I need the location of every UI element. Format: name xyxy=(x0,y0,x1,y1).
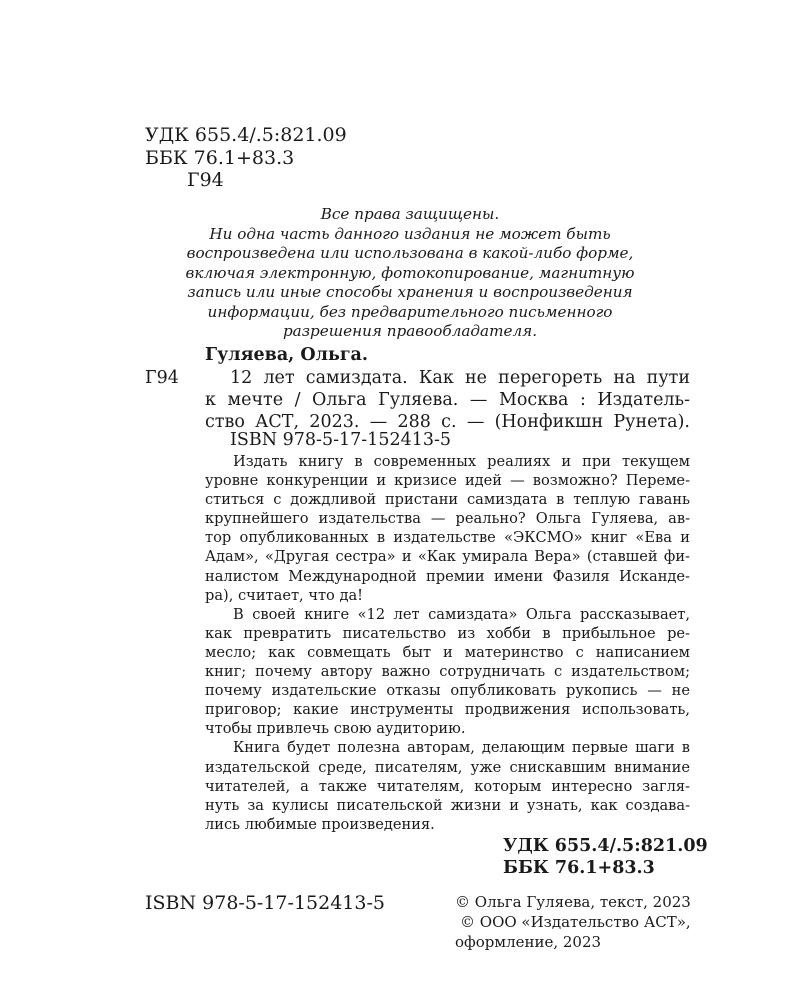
annotation-line: лись любимые произведения. xyxy=(205,815,435,833)
biblio-title-line: ство АСТ, 2023. — 288 с. — (Нонфикшн Рунета). xyxy=(205,412,690,432)
rights-line: Все права защищены. xyxy=(320,205,500,223)
annotation-line: почему издательские отказы опубликовать рукопись — не xyxy=(205,682,690,700)
biblio-isbn: ISBN 978-5-17-152413-5 xyxy=(230,430,452,450)
annotation-line: издательской среде, писателям, уже снискавшим внимание xyxy=(205,758,690,776)
annotation-line: нуть за кулисы писательской жизни и узнать, как создава- xyxy=(205,796,690,814)
annotation-line: приговор; какие инструменты продвижения использовать, xyxy=(205,701,690,719)
annotation-line: книг; почему автору важно сотрудничать с издательством; xyxy=(205,663,690,681)
annotation-line: Книга будет полезна авторам, делающим первые шаги в xyxy=(233,739,690,757)
rights-line: информации, без предварительного письменного xyxy=(207,302,613,321)
annotation-line: читателей, а также читателям, которым интересно загля- xyxy=(205,777,690,795)
annotation-line: Адам», «Другая сестра» и «Как умирала Вера» (ставшей фи- xyxy=(205,548,690,566)
rights-line: Ни одна часть данного издания не может быть xyxy=(209,224,611,243)
annotation-line: уровне конкуренции и кризисе идей — возможно? Переме- xyxy=(205,472,690,490)
annotation-line: как превратить писательство из хобби в прибыльное ре- xyxy=(205,624,690,642)
annotation-line: тор опубликованных в издательстве «ЭКСМО» книг «Ева и xyxy=(205,529,690,547)
copyright-line: © ООО «Издательство АСТ», xyxy=(460,913,691,931)
biblio-author-mark: Г94 xyxy=(145,368,179,388)
annotation-line: месло; как совмещать быт и материнство с написанием xyxy=(205,643,690,661)
biblio-author: Гуляева, Ольга. xyxy=(205,345,368,365)
rights-line: воспроизведена или использована в какой-либо форме, xyxy=(186,244,634,262)
rights-notice xyxy=(160,205,660,342)
annotation-line: крупнейшего издательства — реально? Ольга Гуляева, ав- xyxy=(205,510,690,528)
bottom-isbn: ISBN 978-5-17-152413-5 xyxy=(145,892,385,914)
footer-bbk-code: ББК 76.1+83.3 xyxy=(503,858,655,878)
copyright-line: оформление, 2023 xyxy=(455,933,602,951)
copyright-line: © Ольга Гуляева, текст, 2023 xyxy=(455,893,691,911)
annotation-line: ра), считает, что да! xyxy=(205,586,364,604)
rights-line: разрешения правообладателя. xyxy=(282,322,538,340)
annotation xyxy=(205,452,690,834)
annotation-line: В своей книге «12 лет самиздата» Ольга рассказывает, xyxy=(233,605,690,623)
annotation-line: налистом Международной премии имени Фазиля Искандe- xyxy=(205,567,690,585)
biblio-title-line: 12 лет самиздата. Как не перегореть на пути xyxy=(230,368,690,388)
author-mark: Г94 xyxy=(187,169,224,191)
rights-line: включая электронную, фотокопирование, магнитную xyxy=(185,263,635,282)
footer-udk-code: УДК 655.4/.5:821.09 xyxy=(503,836,708,856)
annotation-line: чтобы привлечь свою аудиторию. xyxy=(205,720,466,738)
biblio-title-line: к мечте / Ольга Гуляева. — Москва : Издатель- xyxy=(205,390,690,410)
udk-code: УДК 655.4/.5:821.09 xyxy=(145,124,347,146)
rights-line: запись или иные способы хранения и воспроизведения xyxy=(187,283,633,301)
annotation-line: Издать книгу в современных реалиях и при текущем xyxy=(233,453,690,470)
annotation-line: ститься с дождливой пристани самиздата в теплую гавань xyxy=(205,491,690,509)
bbk-code: ББК 76.1+83.3 xyxy=(145,147,295,169)
